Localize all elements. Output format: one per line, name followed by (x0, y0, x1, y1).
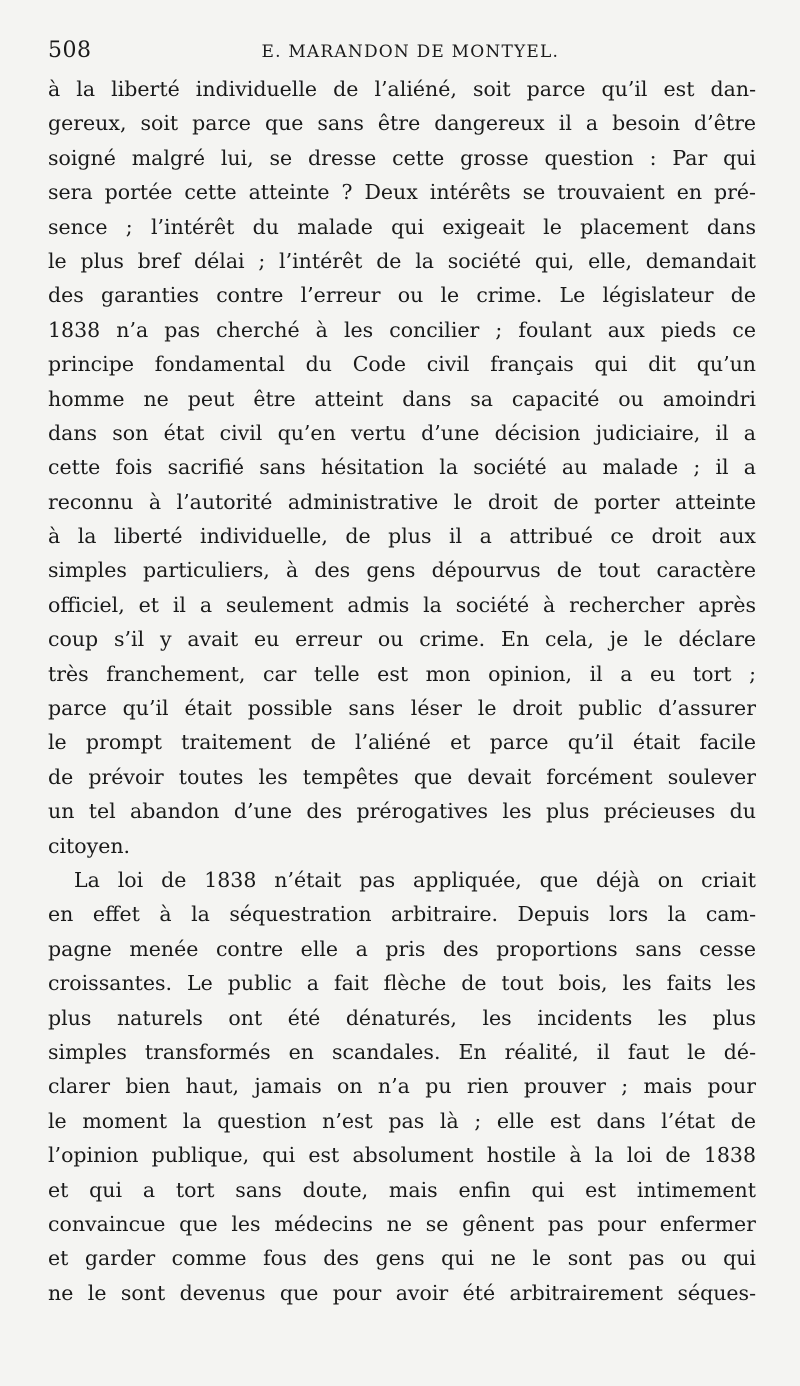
text-line: coup s’il y avait eu erreur ou crime. En cela, je le déclare (48, 627, 756, 652)
text-line: plus naturels ont été dénaturés, les incidents les plus (48, 1005, 756, 1030)
paragraph (48, 863, 756, 1310)
text-line: et garder comme fous des gens qui ne le sont pas ou qui (48, 1246, 756, 1271)
text-line: le plus bref délai ; l’intérêt de la société qui, elle, demandait (48, 248, 756, 273)
text-line: sence ; l’intérêt du malade qui exigeait le placement dans (48, 214, 756, 239)
paragraph (48, 72, 756, 863)
text-line: un tel abandon d’une des prérogatives les plus précieuses du (48, 799, 756, 824)
text-line: homme ne peut être atteint dans sa capacité ou amoindri (48, 386, 756, 411)
text-line: simples particuliers, à des gens dépourvus de tout caractère (48, 558, 756, 583)
text-line: très franchement, car telle est mon opinion, il a eu tort ; (48, 661, 756, 686)
text-line: simples transformés en scandales. En réalité, il faut le dé- (48, 1039, 756, 1064)
text-line: de prévoir toutes les tempêtes que devait forcément soulever (48, 764, 756, 789)
text-line: à la liberté individuelle, de plus il a attribué ce droit aux (48, 524, 756, 549)
text-line: citoyen. (48, 833, 131, 858)
running-head (48, 38, 756, 70)
page-number: 508 (48, 38, 92, 63)
text-line: dans son état civil qu’en vertu d’une décision judiciaire, il a (48, 420, 756, 445)
text-line: en effet à la séquestration arbitraire. Depuis lors la cam- (48, 902, 756, 927)
text-line: soigné malgré lui, se dresse cette grosse question : Par qui (48, 145, 756, 170)
text-line: sera portée cette atteinte ? Deux intérêts se trouvaient en pré- (48, 180, 756, 205)
text-line: croissantes. Le public a fait flèche de tout bois, les faits les (48, 971, 756, 996)
text-line: 1838 n’a pas cherché à les concilier ; foulant aux pieds ce (48, 317, 756, 342)
text-line: cette fois sacrifié sans hésitation la société au malade ; il a (48, 455, 756, 480)
text-line: à la liberté individuelle de l’aliéné, soit parce qu’il est dan- (48, 77, 756, 101)
text-line: l’opinion publique, qui est absolument hostile à la loi de 1838 (48, 1143, 756, 1168)
text-line: La loi de 1838 n’était pas appliquée, que déjà on criait (74, 867, 756, 892)
text-line: officiel, et il a seulement admis la société à rechercher après (48, 592, 756, 617)
text-line: le moment la question n’est pas là ; elle est dans l’état de (48, 1108, 756, 1133)
text-line: principe fondamental du Code civil français qui dit qu’un (48, 352, 756, 377)
text-line: reconnu à l’autorité administrative le droit de porter atteinte (48, 489, 756, 514)
text-line: et qui a tort sans doute, mais enfin qui est intimement (48, 1177, 756, 1202)
text-line: pagne menée contre elle a pris des proportions sans cesse (48, 936, 756, 961)
text-line: convaincue que les médecins ne se gênent pas pour enfermer (48, 1211, 756, 1236)
text-line: des garanties contre l’erreur ou le crime. Le législateur de (48, 283, 756, 308)
text-line: parce qu’il était possible sans léser le droit public d’assurer (48, 696, 756, 721)
text-line: clarer bien haut, jamais on n’a pu rien prouver ; mais pour (48, 1074, 756, 1099)
text-line: ne le sont devenus que pour avoir été arbitrairement séques- (48, 1280, 756, 1305)
text-line: le prompt traitement de l’aliéné et parce qu’il était facile (48, 730, 756, 755)
text-line: gereux, soit parce que sans être dangereux il a besoin d’être (48, 111, 756, 136)
running-title: E. MARANDON DE MONTYEL. (261, 42, 560, 62)
